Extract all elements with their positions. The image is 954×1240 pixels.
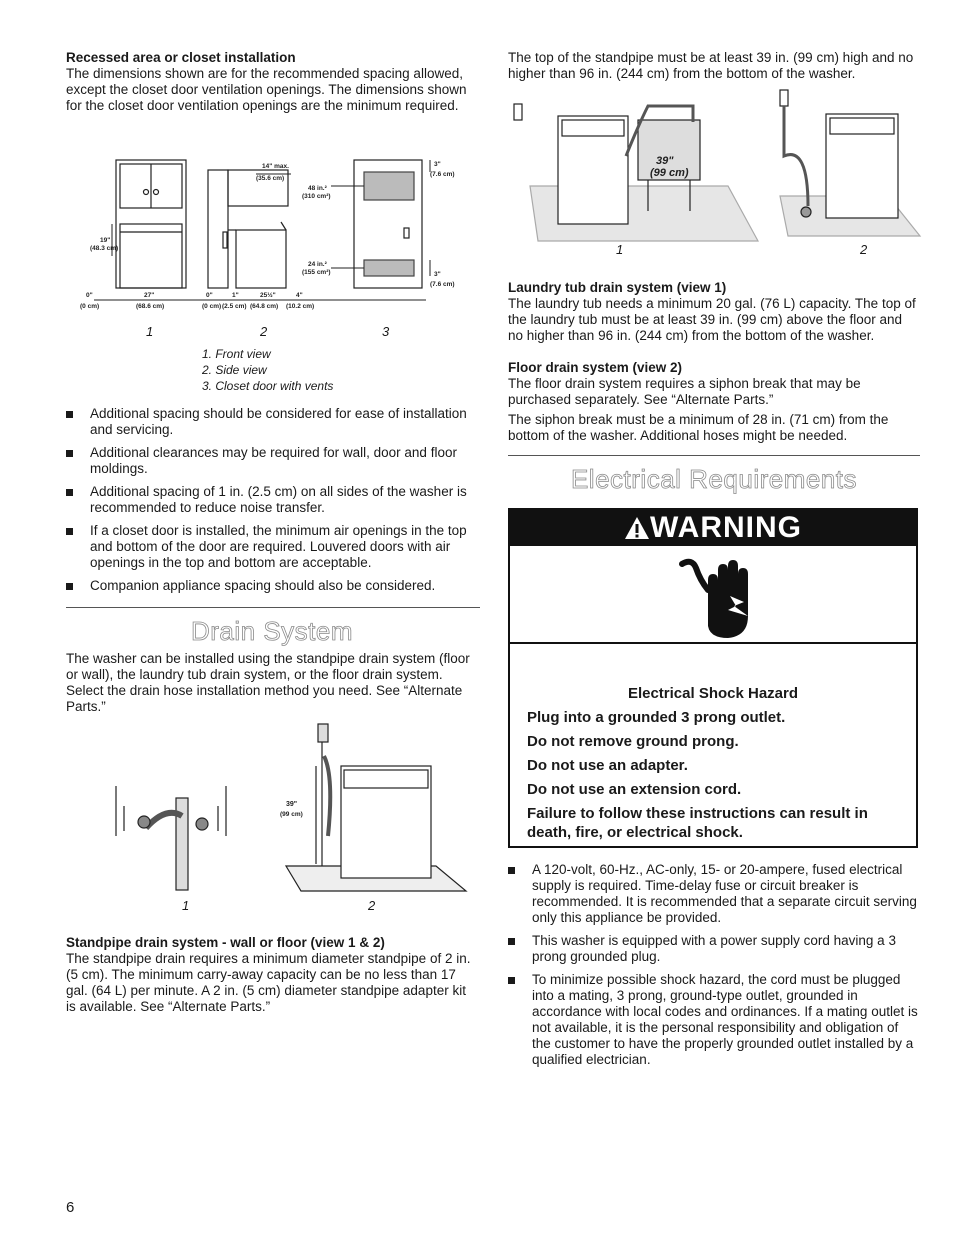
warning-line: Do not remove ground prong. xyxy=(527,733,739,750)
floor-drain-heading: Floor drain system (view 2) xyxy=(508,360,683,375)
list-item: Additional spacing should be considered for ease of installation and servicing. xyxy=(66,406,478,438)
dim-48in2: 48 in.² xyxy=(308,185,327,192)
dim-4: 4" xyxy=(296,292,303,299)
standpipe-dim-39: 39" xyxy=(286,801,298,808)
dim-4-cm: (10.2 cm) xyxy=(286,303,315,310)
warning-banner-text: WARNING xyxy=(650,511,802,544)
caption-side-view: 2. Side view xyxy=(202,363,267,377)
standpipe-height-note: The top of the standpipe must be at least 39 in. (99 cm) high and no higher than 96 in. (244 cm) from the bottom of the washer. xyxy=(508,50,914,81)
tub-dim-99cm: (99 cm) xyxy=(650,167,689,179)
closet-door-drawing xyxy=(354,160,422,288)
electric-shock-hand-icon xyxy=(678,556,768,640)
warning-line: Plug into a grounded 3 prong outlet. xyxy=(527,709,786,726)
electrical-requirements-title: Electrical Requirements xyxy=(570,464,858,494)
standpipe-dim-99cm: (99 cm) xyxy=(280,811,303,818)
dim-27-cm: (68.6 cm) xyxy=(136,303,165,310)
dim-25-5-cm: (64.8 cm) xyxy=(250,303,279,310)
dim-3-bottom: 3" xyxy=(434,271,441,278)
warning-line: Do not use an adapter. xyxy=(527,757,688,774)
closet-fig-num-2: 2 xyxy=(260,324,268,339)
list-item: Companion appliance spacing should also be considered. xyxy=(66,578,478,594)
floor-drain-section xyxy=(508,360,920,444)
dim-0-left-cm: (0 cm) xyxy=(80,303,100,310)
floor-drain-drawing xyxy=(780,90,920,236)
floor-drain-body-2: The siphon break must be a minimum of 28 in. (71 cm) from the bottom of the washer. Additional hoses might be needed. xyxy=(508,412,889,443)
recessed-body: The dimensions shown are for the recommended spacing allowed, except the closet door ventilation openings. The dimensions shown for the closet door ventilation openings are the minimum required. xyxy=(66,66,467,113)
standpipe-body: The standpipe drain requires a minimum diameter standpipe of 2 in. (5 cm). The minimum carry-away capacity can be no less than 17 gal. (64 L) per minute. A 2 in. (5 cm) diameter standpipe adapter kit is available. See “Alternate Parts.” xyxy=(66,951,471,1014)
dim-0-left: 0" xyxy=(86,292,93,299)
dim-3-top-cm: (7.6 cm) xyxy=(430,171,455,178)
laundry-tub-floor-drain-figure xyxy=(508,86,920,246)
dim-14-max: 14" max. xyxy=(262,163,289,170)
standpipe-fig-num-1: 1 xyxy=(182,898,190,913)
drain-intro: The washer can be installed using the standpipe drain system (floor or wall), the laundry tub drain system, or the floor drain system. Select the drain hose installation method you need. See “Alternate Parts.” xyxy=(66,651,470,714)
dim-19-cm: (48.3 cm) xyxy=(90,245,119,252)
warning-banner xyxy=(510,510,916,546)
caption-front-view: 1. Front view xyxy=(202,347,271,361)
list-item: Additional clearances may be required for wall, door and floor moldings. xyxy=(66,445,478,477)
dim-25-5: 25½" xyxy=(260,292,276,299)
warning-line: Failure to follow these instructions can result in death, fire, or electrical shock. xyxy=(527,805,868,841)
standpipe-fig-num-2: 2 xyxy=(368,898,376,913)
closet-fig-num-3: 3 xyxy=(382,324,390,339)
warning-triangle-icon xyxy=(624,516,650,540)
page-number: 6 xyxy=(66,1199,75,1216)
hazard-title: Electrical Shock Hazard xyxy=(627,685,799,702)
dim-3-top: 3" xyxy=(434,161,441,168)
dim-0-side-cm: (0 cm) xyxy=(202,303,222,310)
warning-line: Do not use an extension cord. xyxy=(527,781,742,798)
dim-14-max-cm: (35.6 cm) xyxy=(256,175,285,182)
wall-standpipe-drawing xyxy=(116,786,226,890)
tub-section xyxy=(508,280,920,344)
dim-0-side: 0" xyxy=(206,292,213,299)
list-item: This washer is equipped with a power supply cord having a 3 prong grounded plug. xyxy=(508,933,920,965)
standpipe-figure xyxy=(96,716,466,896)
dim-48in2-cm: (310 cm²) xyxy=(302,193,331,200)
dim-3-bottom-cm: (7.6 cm) xyxy=(430,281,455,288)
laundry-tub-drawing xyxy=(514,104,758,241)
recessed-heading: Recessed area or closet installation xyxy=(66,50,296,65)
list-item: A 120-volt, 60-Hz., AC-only, 15- or 20-ampere, fused electrical supply is required. Time-delay fuse or circuit breaker is recommended. It is recommended that a separate circuit serving only this appliance be provided. xyxy=(508,862,920,926)
floor-drain-body-1: The floor drain system requires a siphon break that may be purchased separately. See “Alternate Parts.” xyxy=(508,376,861,407)
tub-fig-num-1: 1 xyxy=(616,242,624,257)
front-view-drawing xyxy=(116,160,186,288)
caption-closet-door: 3. Closet door with vents xyxy=(202,379,334,393)
closet-fig-captions xyxy=(202,346,333,394)
closet-fig-num-1: 1 xyxy=(146,324,154,339)
list-item: If a closet door is installed, the minimum air openings in the top and bottom of the door are required. Louvered doors with air openings in the top and bottom are acceptable. xyxy=(66,523,478,571)
warning-box xyxy=(508,508,918,848)
dim-24in2: 24 in.² xyxy=(308,261,327,268)
divider xyxy=(508,455,920,456)
warning-instructions xyxy=(527,708,902,842)
divider xyxy=(66,607,480,608)
tub-dim-39: 39" xyxy=(656,155,674,167)
tub-body: The laundry tub needs a minimum 20 gal. (76 L) capacity. The top of the laundry tub must be at least 39 in. (99 cm) above the floor and no higher than 96 in. (244 cm) from the bottom of the washer. xyxy=(508,296,916,343)
closet-installation-figure xyxy=(80,152,466,320)
dim-27: 27" xyxy=(144,292,155,299)
standpipe-section xyxy=(66,935,478,1015)
floor-standpipe-drawing xyxy=(286,724,466,891)
tub-fig-num-2: 2 xyxy=(860,242,868,257)
side-view-drawing xyxy=(208,170,288,288)
dim-1: 1" xyxy=(232,292,239,299)
dim-19: 19" xyxy=(100,237,111,244)
drain-system-title: Drain System xyxy=(190,616,354,646)
warning-divider xyxy=(510,642,916,644)
dim-1-cm: (2.5 cm) xyxy=(222,303,247,310)
recessed-section xyxy=(66,50,478,114)
standpipe-heading: Standpipe drain system - wall or floor (view 1 & 2) xyxy=(66,935,385,950)
dim-24in2-cm: (155 cm²) xyxy=(302,269,331,276)
spacing-bullets xyxy=(66,406,478,601)
list-item: Additional spacing of 1 in. (2.5 cm) on all sides of the washer is recommended to reduce noise transfer. xyxy=(66,484,478,516)
electrical-bullets xyxy=(508,862,920,1075)
tub-heading: Laundry tub drain system (view 1) xyxy=(508,280,727,295)
list-item: To minimize possible shock hazard, the cord must be plugged into a mating, 3 prong, ground-type outlet, grounded in accordance with local codes and ordinances. If a mating outlet is not available, it is the personal responsibility and obligation of the customer to have the properly grounded outlet installed by a qualified electrician. xyxy=(508,972,920,1068)
